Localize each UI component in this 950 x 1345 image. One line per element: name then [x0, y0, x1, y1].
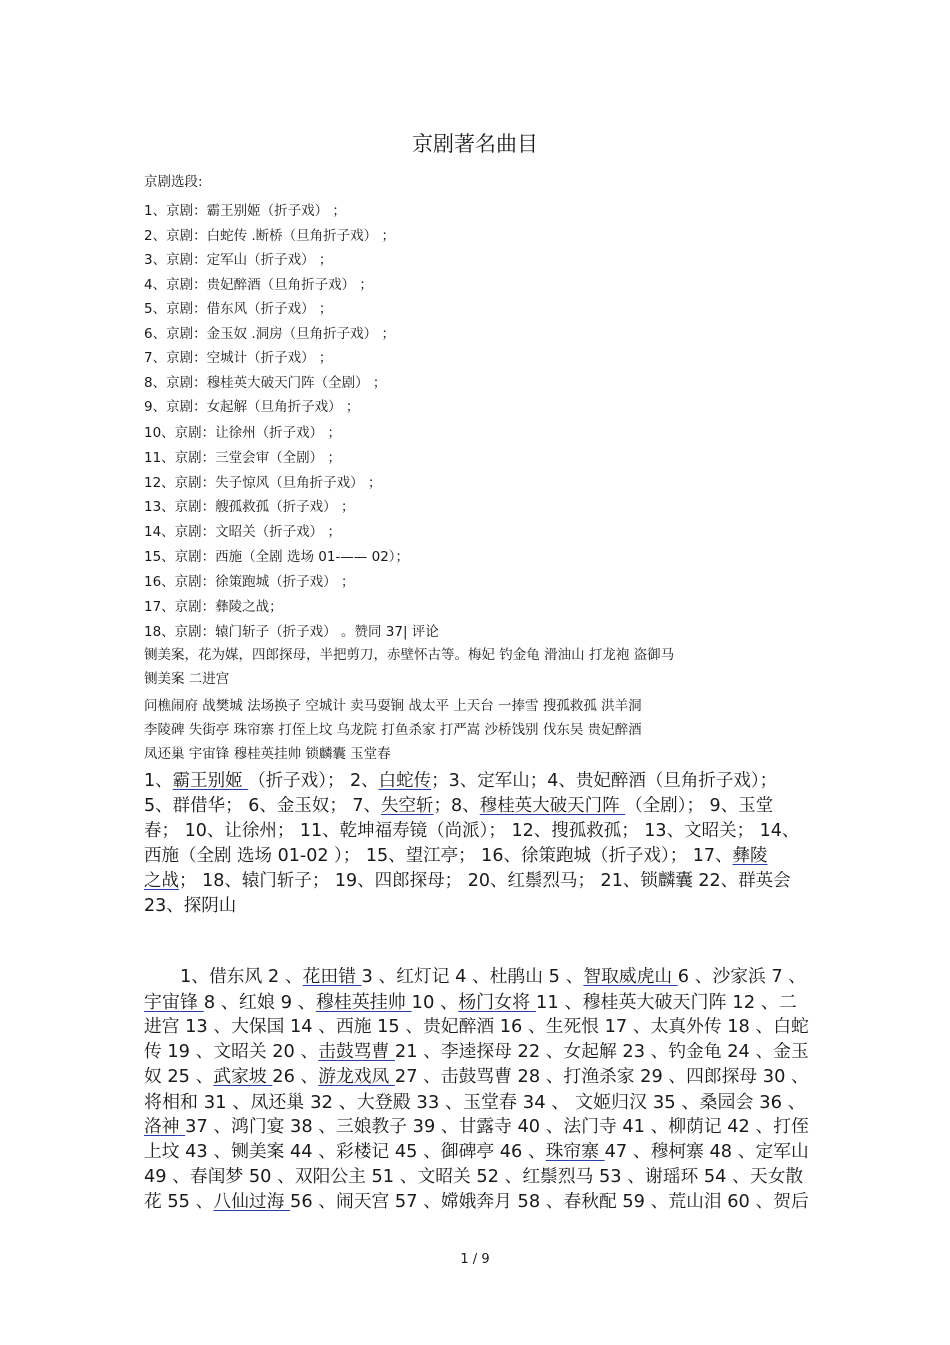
- link-wujia-po[interactable]: 武家坡: [213, 1067, 273, 1087]
- excerpt-item: 16、京剧：徐策跑城（折子戏） ；: [144, 574, 355, 590]
- link-mu-guiying-guashuai[interactable]: 穆桂英挂帅: [315, 992, 412, 1013]
- list-line: 49 、春闺梦 50 、双阳公主 51 、文昭关 52 、红鬃烈马 53 、谢瑶环 54 、天女散: [144, 1167, 804, 1187]
- link-yiling-zhizhan-part1[interactable]: 彝陵: [732, 846, 768, 866]
- excerpt-item: 9、京剧：女起解（旦角折子戏） ；: [144, 399, 360, 415]
- link-baishe-zhuan[interactable]: 白蛇传: [378, 771, 432, 791]
- list-line: 5、群借华； 6、金玉奴； 7、失空斩；8、穆桂英大破天门阵 （全剧）； 9、玉堂: [144, 796, 774, 816]
- list-line: 1、借东风 2 、花田错 3 、红灯记 4 、杜鹃山 5 、智取威虎山 6 、沙家浜 7 、: [180, 967, 807, 987]
- page-number: 1 / 9: [460, 1252, 490, 1267]
- excerpt-item: 8、京剧：穆桂英大破天门阵（全剧） ；: [144, 374, 387, 391]
- list-line: 将相和 31 、凤还巢 32 、大登殿 33 、玉堂春 34 、 文姬归汉 35 、桑园会 36 、: [144, 1092, 806, 1113]
- excerpt-item: 12、京剧：失子惊风（旦角折子戏） ；: [144, 474, 382, 491]
- excerpt-item: 2、京剧：白蛇传 .断桥（旦角折子戏） ；: [144, 227, 395, 244]
- misc-line: 铡美案 二进宫: [144, 671, 230, 687]
- excerpt-item: 4、京剧：贵妃醉酒（旦角折子戏） ；: [144, 276, 373, 293]
- misc-line: 问樵闹府 战樊城 法场换子 空城计 卖马耍锏 战太平 上天台 一捧雪 搜孤救孤 洪羊洞: [144, 698, 642, 714]
- excerpt-item: 1、京剧：霸王别姬（折子戏） ；: [144, 203, 346, 219]
- link-youlong-xifeng[interactable]: 游龙戏凤: [318, 1067, 395, 1087]
- excerpt-item: 13、京剧：艘孤救孤（折子戏） ；: [144, 499, 355, 515]
- link-yangmen-nvjiang[interactable]: 杨门女将: [458, 992, 536, 1013]
- list-line: 奴 25 、武家坡 26 、游龙戏凤 27 、击鼓骂曹 28 、打渔杀家 29 、四郎探母 30 、: [144, 1067, 809, 1087]
- list-line: 西施（全剧 选场 01-02 ）； 15、望江亭； 16、徐策跑城（折子戏）； 17、彝陵: [144, 846, 768, 866]
- link-shi-kong-zhan[interactable]: 失空斩: [381, 796, 434, 816]
- excerpt-item: 14、京剧：文昭关（折子戏） ；: [144, 524, 341, 540]
- link-zhulian-zhai[interactable]: 珠帘寨: [545, 1142, 605, 1162]
- link-yiling-zhizhan-part2[interactable]: 之战: [144, 871, 179, 891]
- excerpt-item: 7、京剧：空城计（折子戏） ；: [144, 350, 333, 366]
- list-line: 之战； 18、辕门斩子； 19、四郎探母； 20、红鬃烈马； 21、锁麟囊 22、群英会: [144, 871, 791, 891]
- misc-line: 凤还巢 宇宙锋 穆桂英挂帅 锁麟囊 玉堂春: [144, 746, 391, 762]
- link-bawang-bieji[interactable]: 霸王别姬: [172, 771, 249, 791]
- list-line: 1、霸王别姬 （折子戏）； 2、白蛇传；3、定军山；4、贵妃醉酒（旦角折子戏）；: [144, 771, 778, 791]
- list-line: 进宫 13 、大保国 14 、西施 15 、贵妃醉酒 16 、生死恨 17 、太真外传 18 、白蛇: [144, 1017, 809, 1037]
- excerpt-item: 11、京剧：三堂会审（全剧） ；: [144, 450, 341, 466]
- link-yuzhou-feng[interactable]: 宇宙锋: [144, 992, 204, 1013]
- link-luo-shen[interactable]: 洛神: [144, 1117, 186, 1137]
- section-label: 京剧选段:: [144, 174, 203, 190]
- list-line: 上坟 43 、铡美案 44 、彩楼记 45 、御碑亭 46 、珠帘寨 47 、穆柯寨 48 、定军山: [144, 1142, 809, 1162]
- list-line: 传 19 、文昭关 20 、击鼓骂曹 21 、李逵探母 22 、女起解 23 、钓金龟 24 、金玉: [144, 1042, 809, 1062]
- link-zhiqu-weihushan[interactable]: 智取威虎山: [583, 967, 678, 987]
- link-mu-guiying-tianmenzhen[interactable]: 穆桂英大破天门阵: [479, 796, 626, 816]
- misc-line: 铡美案，花为媒，四郎探母，半把剪刀，赤壁怀古等。梅妃 钓金龟 滑油山 打龙袍 盗御马: [144, 647, 675, 663]
- excerpt-item: 3、京剧：定军山（折子戏） ；: [144, 252, 333, 268]
- link-jigu-macao[interactable]: 击鼓骂曹: [318, 1042, 395, 1062]
- list-line: 春； 10、让徐州； 11、乾坤福寿镜（尚派）； 12、搜孤救孤； 13、文昭关； 14、: [144, 821, 800, 841]
- excerpt-item: 10、京剧：让徐州（折子戏） ；: [144, 425, 341, 441]
- list-line: 花 55 、八仙过海 56 、闹天宫 57 、嫦娥奔月 58 、春秋配 59 、荒山泪 60 、贺后: [144, 1192, 809, 1212]
- misc-line: 李陵碑 失街亭 珠帘寨 打侄上坟 乌龙院 打鱼杀家 打严嵩 沙桥饯别 伐东吴 贵妃醉酒: [144, 722, 642, 738]
- page-title: 京剧著名曲目: [412, 132, 538, 156]
- link-huatian-cuo[interactable]: 花田错: [302, 967, 362, 987]
- list-line: 宇宙锋 8 、红娘 9 、穆桂英挂帅 10 、杨门女将 11 、穆桂英大破天门阵 12 、二: [144, 992, 797, 1013]
- excerpt-item: 15、京剧：西施（全剧 选场 01-—— 02）；: [144, 549, 410, 565]
- link-baxian-guohai[interactable]: 八仙过海: [213, 1192, 291, 1212]
- excerpt-item: 18、京剧：辕门斩子（折子戏） 。赞同 37| 评论: [144, 624, 439, 640]
- list-line: 洛神 37 、鸿门宴 38 、三娘教子 39 、甘露寺 40 、法门寺 41 、柳荫记 42 、打侄: [144, 1117, 809, 1137]
- excerpt-item: 6、京剧：金玉奴 .洞房（旦角折子戏） ；: [144, 325, 395, 342]
- excerpt-item: 17、京剧：彝陵之战；: [144, 599, 283, 615]
- excerpt-item: 5、京剧：借东风（折子戏） ；: [144, 301, 333, 317]
- list-line: 23、探阴山: [144, 896, 237, 916]
